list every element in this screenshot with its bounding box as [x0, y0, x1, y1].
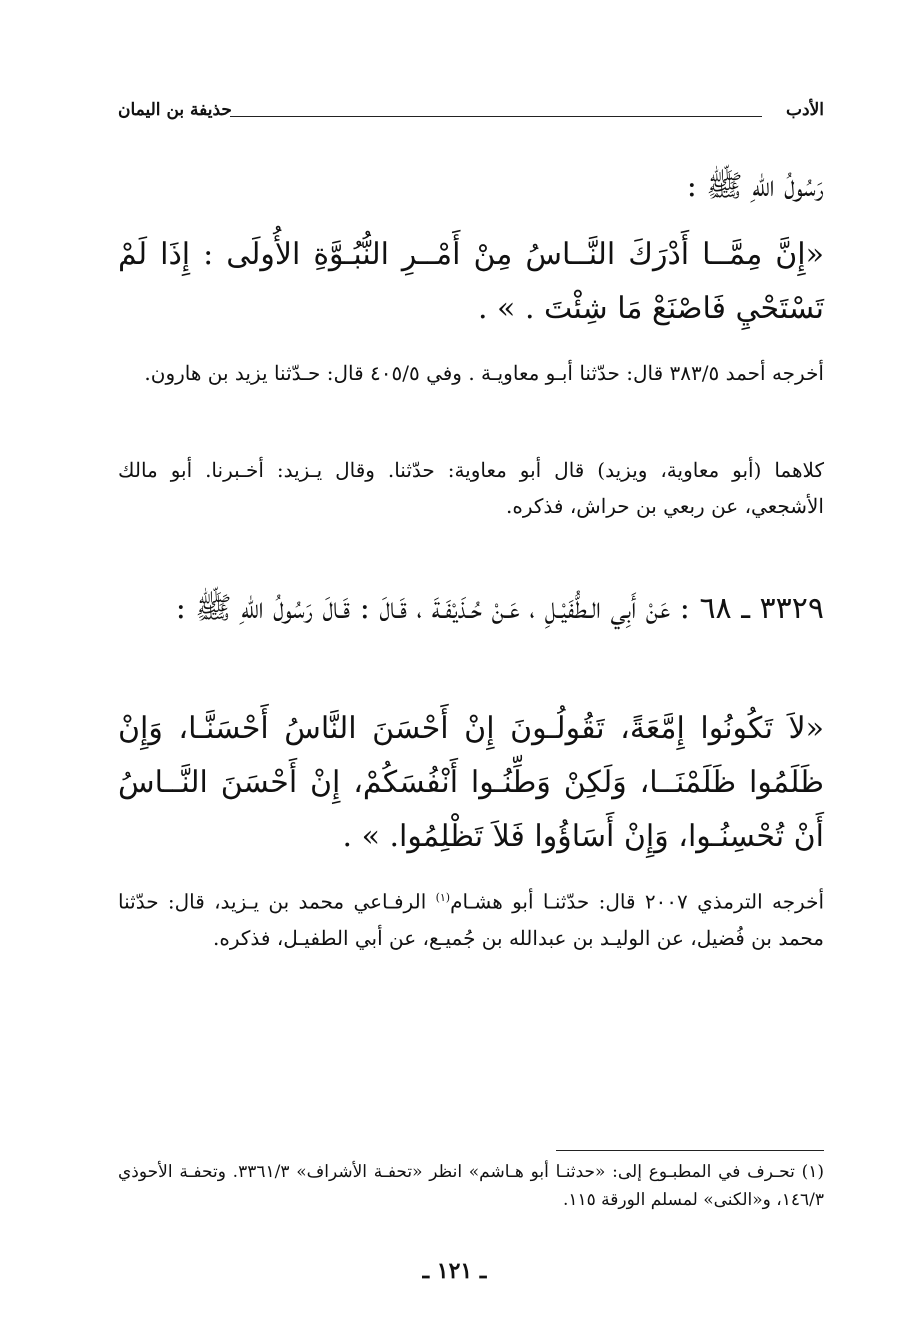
footnote-rule — [556, 1150, 824, 1151]
hadith-text-2: «لاَ تَكُونُوا إِمَّعَةً، تَقُولُـونَ إِنْ أَحْسَنَ النَّاسُ أَحْسَنَّـا، وَإِنْ ظَلَمُوا ظَلَمْنَــا، وَلَكِنْ وَطِّنُـوا أَنْفُسَكُمْ، إِنْ أَحْسَنَ النَّــاسُ أَنْ تُحْسِنُـوا، وَإِنْ أَسَاؤُوا فَلاَ تَظْلِمُوا. » . — [118, 711, 824, 854]
running-header — [118, 98, 824, 130]
chapter-title: حذيفة بن اليمان — [118, 100, 232, 120]
hadith-text-1: «إِنَّ مِمَّــا أَدْرَكَ النَّــاسُ مِنْ أَمْــرِ النُّبُـوَّةِ الأُولَى : إِذَا لَمْ تَسْتَحْيِ فَاصْنَعْ مَا شِئْتَ . » . — [118, 237, 824, 326]
hadith-intro-line: رَسُولُ اللّٰهِ ﷺ : — [686, 169, 824, 204]
note-3-part-1: أخرجه الترمذي ٢٠٠٧ قال: حدّثنـا أبو هشـام — [450, 889, 825, 914]
note-3-part-2: الرفـاعي محمد بن يـزيد، قال: حدّثنا محمد بن فُضيل، عن الوليـد بن عبدالله بن جُميـع، عن أبي الطفيـل، فذكره. — [118, 889, 824, 950]
page-number: ـ ١٢١ ـ — [422, 1258, 487, 1284]
takhrij-note-2: كلاهما (أبو معاوية، ويزيد) قال أبو معاوية: حدّثنا. وقال يـزيد: أخـبرنا. أبو مالك الأشجعي، عن ربعي بن حراش، فذكره. — [118, 458, 824, 518]
footnote-marker[interactable]: (١) — [435, 891, 451, 904]
takhrij-note-1: أخرجه أحمد ٣٨٣/٥ قال: حدّثنا أبـو معاويـة . وفي ٤٠٥/٥ قال: حـدّثنا يزيد بن هارون. — [144, 361, 824, 385]
header-rule — [230, 116, 762, 117]
section-title: الأدب — [786, 100, 824, 120]
footnote: (١) تحـرف في المطبـوع إلى: «حدثنـا أبو هـاشم» انظر «تحفـة الأشراف» ٣٣٦١/٣. وتحفـة الأحوذي ١٤٦/٣، و«الكنى» لمسلم الورقة ١١٥. — [118, 1162, 825, 1210]
hadith-heading-2: ٣٣٢٩ ـ ٦٨ : عَنْ أَبِي الـطُّفَيْـلِ ، عَـنْ حُـذَيْفَـةَ ، قَـالَ : قَـالَ رَسُولُ اللّٰهِ ﷺ : — [175, 591, 824, 626]
takhrij-note-3 — [118, 880, 824, 956]
